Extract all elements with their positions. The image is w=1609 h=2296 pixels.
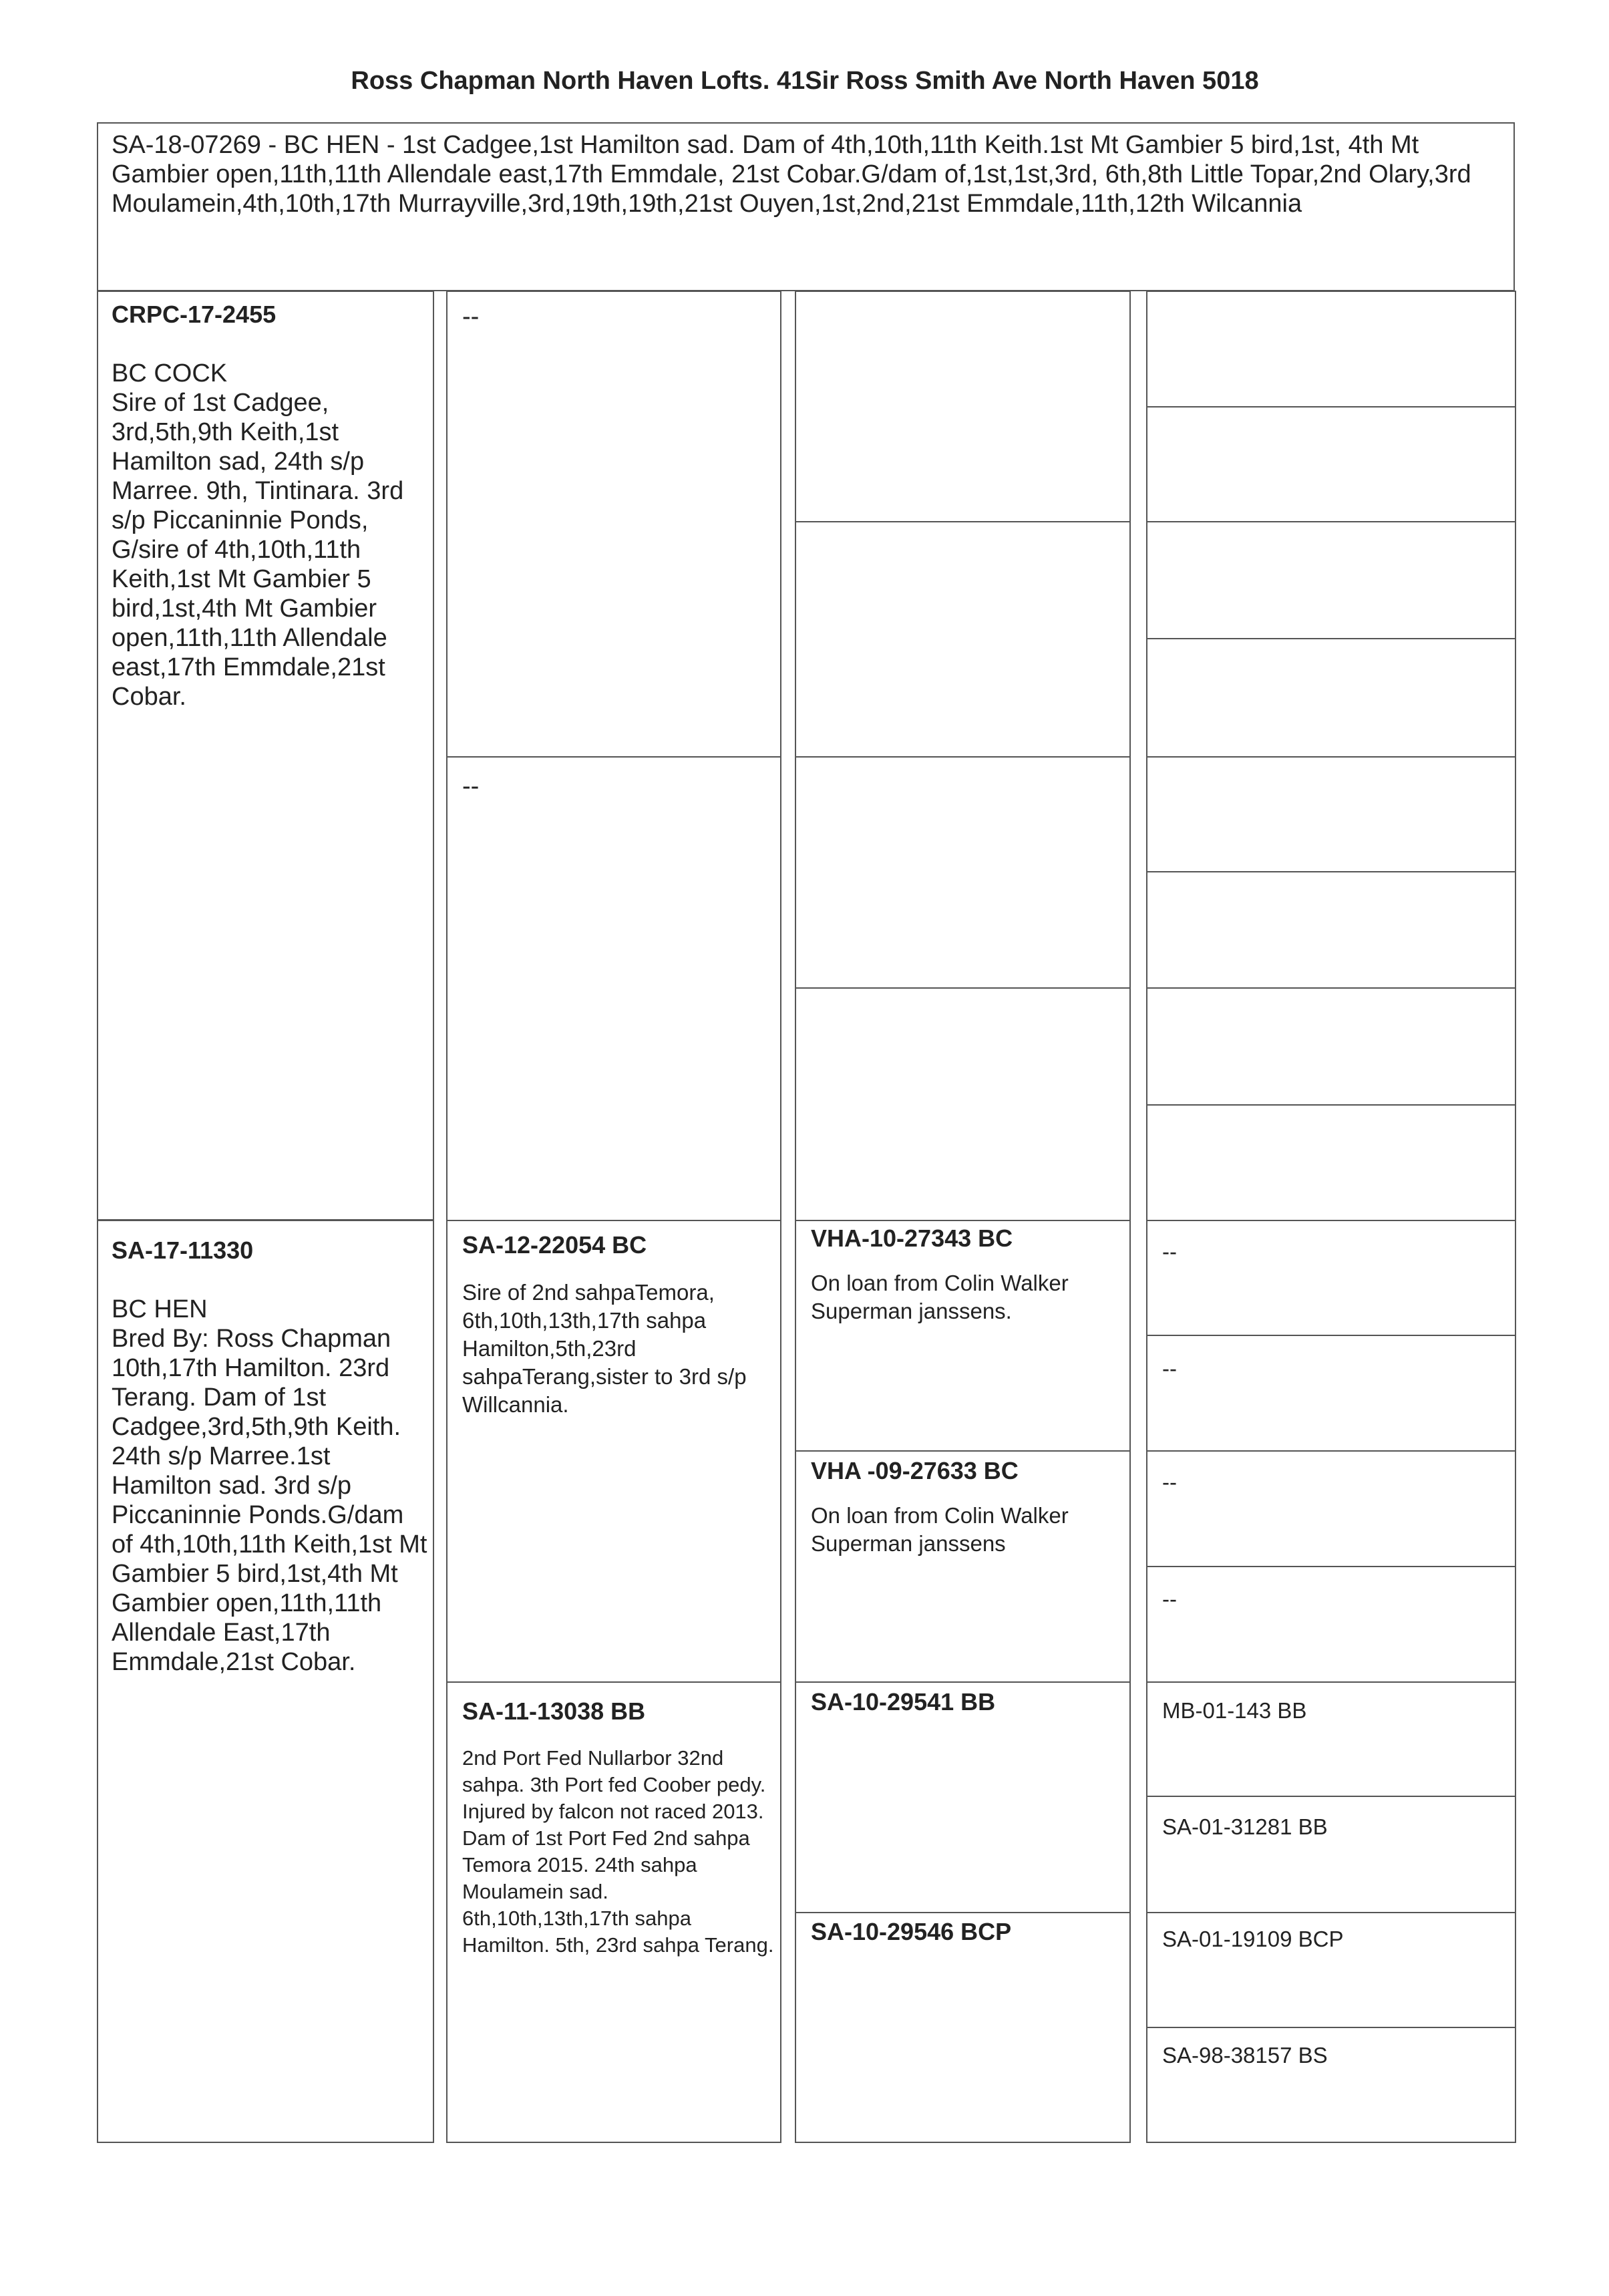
subject-description: SA-18-07269 - BC HEN - 1st Cadgee,1st Hamilton sad. Dam of 4th,10th,11th Keith.1st Mt Gambier 5 bird,1st, 4th Mt Gambier open,11th,11th Allendale east,17th Emmdale, 21st Cobar.G/dam of,1st,1st,3rd, 6th,8th Little Topar,2nd Olary,3rd Moulamein,4th,10th,17th Murrayville,3rd,19th,19th,21st Ouyen,1st,2nd,21st Emmdale,11th,12th Wilcannia bbox=[112, 131, 1471, 218]
dam-bred-by: Bred By: Ross Chapman bbox=[112, 1325, 391, 1353]
dam-dam-notes: 2nd Port Fed Nullarbor 32nd sahpa. 3th Port fed Coober pedy. Injured by falcon not raced 2013. Dam of 1st Port Fed 2nd sahpa Temora 2015. 24th sahpa Moulamein sad. 6th,10th,13th,17th sahpa Hamilton. 5th, 23rd sahpa Terang. bbox=[462, 1746, 774, 1957]
gen3-notes-1: On loan from Colin Walker Superman janssens. bbox=[811, 1271, 1069, 1323]
gen4-ring-5: MB-01-143 BB bbox=[1162, 1698, 1307, 1723]
gen4-ring-4: -- bbox=[1162, 1587, 1177, 1611]
gen4-ring-8: SA-98-38157 BS bbox=[1162, 2043, 1328, 2068]
subject-box bbox=[97, 122, 1515, 291]
gen3-notes-2: On loan from Colin Walker Superman janssens bbox=[811, 1503, 1069, 1556]
gen3-ring-2: VHA -09-27633 BC bbox=[811, 1457, 1019, 1484]
dam-sire-ring: SA-12-22054 BC bbox=[462, 1231, 647, 1259]
gen4-ring-2: -- bbox=[1162, 1356, 1177, 1381]
gen4-ring-7: SA-01-19109 BCP bbox=[1162, 1927, 1344, 1951]
gen4-ring-1: -- bbox=[1162, 1239, 1177, 1264]
gen3-column bbox=[795, 291, 1131, 2143]
dam-dam-ring: SA-11-13038 BB bbox=[462, 1697, 646, 1725]
page-title: Ross Chapman North Haven Lofts. 41Sir Ross Smith Ave North Haven 5018 bbox=[351, 67, 1259, 95]
gen3-ring-3: SA-10-29541 BB bbox=[811, 1688, 996, 1715]
sire-color: BC COCK bbox=[112, 359, 228, 387]
gen3-ring-4: SA-10-29546 BCP bbox=[811, 1918, 1012, 1945]
dam-sire-notes: Sire of 2nd sahpaTemora, 6th,10th,13th,17th sahpa Hamilton,5th,23rd sahpaTerang,sister to 3rd s/p Willcannia. bbox=[462, 1280, 747, 1417]
gen4-column bbox=[1146, 291, 1516, 2143]
sire-notes: Sire of 1st Cadgee, 3rd,5th,9th Keith,1st Hamilton sad, 24th s/p Marree. 9th, Tintinara. 3rd s/p Piccaninnie Ponds, G/sire of 4th,10th,11th Keith,1st Mt Gambier 5 bird,1st,4th Mt Gambier open,11th,11th Allendale east,17th Emmdale,21st Cobar. bbox=[112, 389, 404, 711]
dam-box bbox=[97, 1220, 434, 2143]
sire-ring-number: CRPC-17-2455 bbox=[112, 301, 277, 328]
sire-box bbox=[97, 291, 434, 1220]
sire-dam-ring: -- bbox=[462, 772, 480, 800]
dam-color: BC HEN bbox=[112, 1295, 208, 1323]
sire-sire-ring: -- bbox=[462, 303, 480, 331]
gen4-ring-3: -- bbox=[1162, 1470, 1177, 1494]
gen3-ring-1: VHA-10-27343 BC bbox=[811, 1224, 1013, 1252]
dam-ring-number: SA-17-11330 bbox=[112, 1237, 254, 1264]
gen4-ring-6: SA-01-31281 BB bbox=[1162, 1814, 1328, 1839]
dam-notes: 10th,17th Hamilton. 23rd Terang. Dam of 1st Cadgee,3rd,5th,9th Keith. 24th s/p Marree.1st Hamilton sad. 3rd s/p Piccaninnie Ponds.G/dam of 4th,10th,11th Keith,1st Mt Gambier 5 bird,1st,4th Mt Gambier open,11th,11th Allendale East,17th Emmdale,21st Cobar. bbox=[112, 1354, 427, 1676]
